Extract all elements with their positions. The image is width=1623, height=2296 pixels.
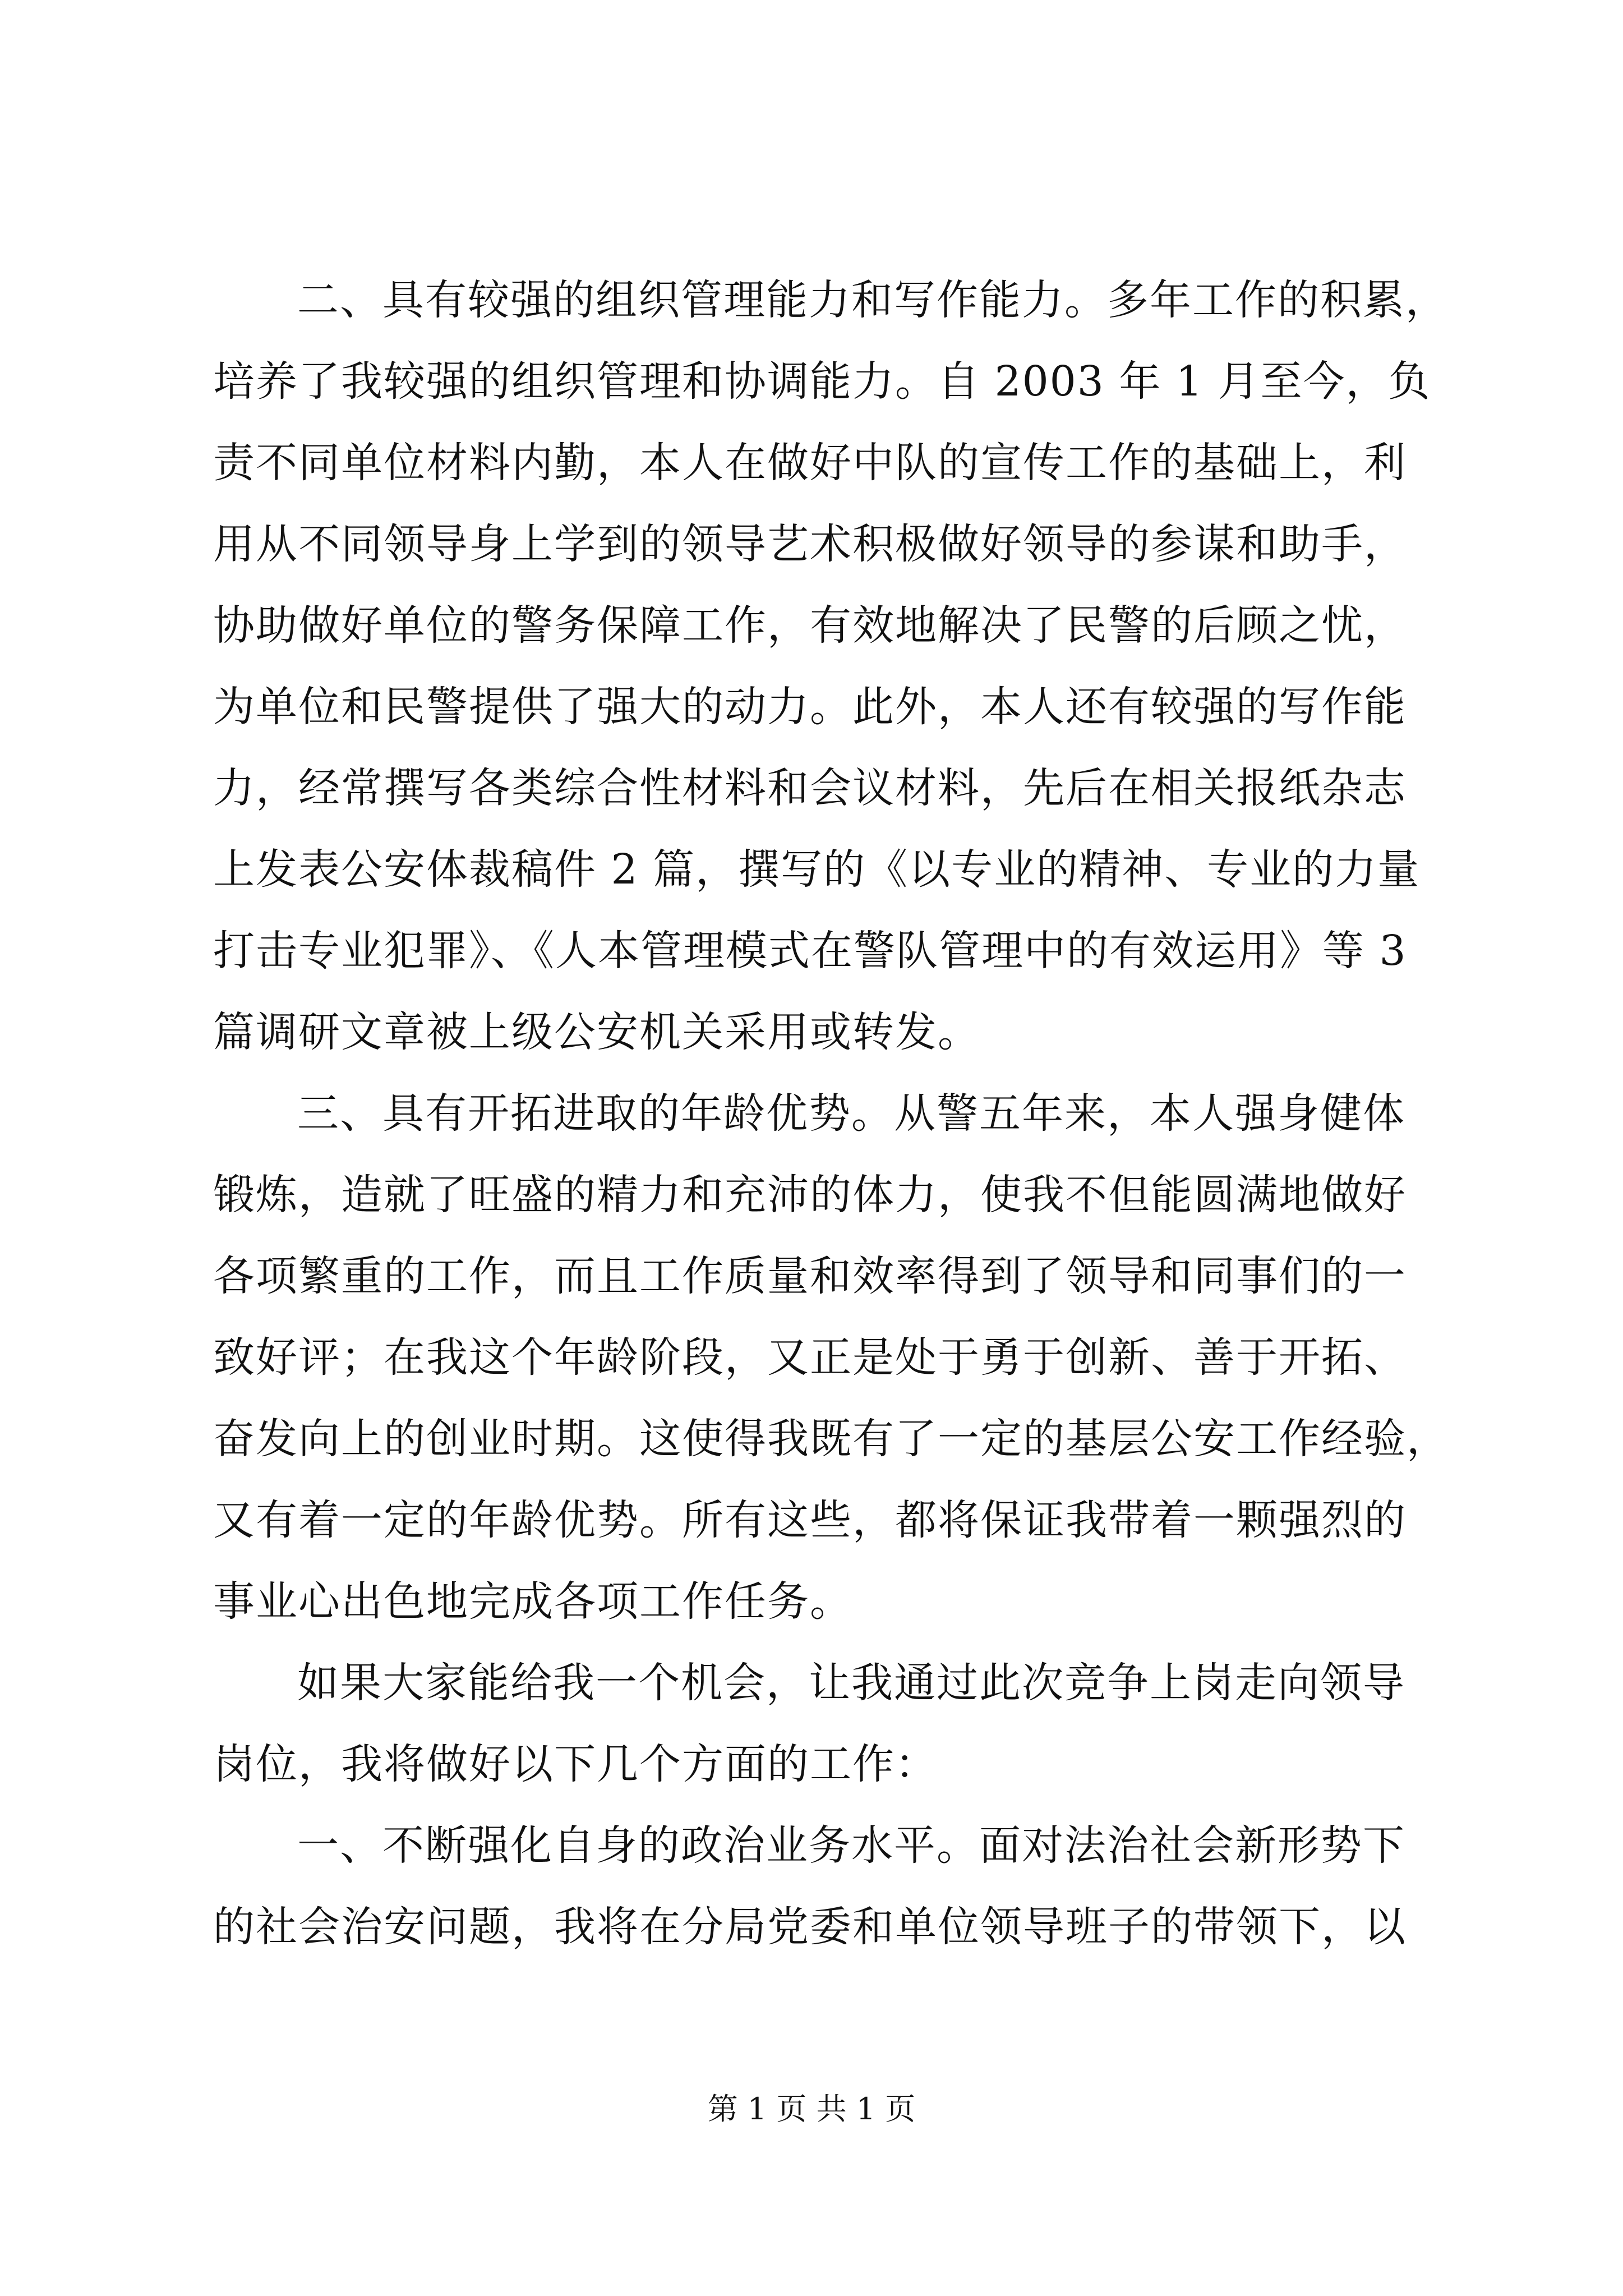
paragraph-1-line-6: 为单位和民警提供了强大的动力。此外，本人还有较强的写作能: [213, 683, 1407, 731]
paragraph-2-line-3: 各项繁重的工作，而且工作质量和效率得到了领导和同事们的一: [213, 1252, 1407, 1300]
paragraph-4-line-2: 的社会治安问题，我将在分局党委和单位领导班子的带领下，以: [213, 1903, 1407, 1951]
paragraph-2-line-5: 奋发向上的创业时期。这使得我既有了一定的基层公安工作经验，: [213, 1415, 1449, 1463]
paragraph-2-line-6: 又有着一定的年龄优势。所有这些，都将保证我带着一颗强烈的: [213, 1496, 1407, 1544]
paragraph-4-line-1: 一、不断强化自身的政治业务水平。面对法治社会新形势下: [297, 1821, 1405, 1870]
paragraph-3-line-2: 岗位，我将做好以下几个方面的工作：: [213, 1740, 938, 1788]
paragraph-2-line-7: 事业心出色地完成各项工作任务。: [213, 1577, 852, 1626]
paragraph-1-line-1: 二、具有较强的组织管理能力和写作能力。多年工作的积累，: [297, 276, 1448, 324]
paragraph-1-line-8: 上发表公安体裁稿件 2 篇，撰写的《以专业的精神、专业的力量: [213, 845, 1421, 894]
paragraph-2-line-1: 三、具有开拓进取的年龄优势。从警五年来，本人强身健体: [297, 1089, 1405, 1138]
paragraph-1-line-5: 协助做好单位的警务保障工作，有效地解决了民警的后顾之忧，: [213, 601, 1407, 650]
paragraph-2-line-2: 锻炼，造就了旺盛的精力和充沛的体力，使我不但能圆满地做好: [213, 1171, 1407, 1219]
paragraph-1-line-4: 用从不同领导身上学到的领导艺术积极做好领导的参谋和助手，: [213, 520, 1407, 568]
paragraph-1-line-2: 培养了我较强的组织管理和协调能力。自 2003 年 1 月至今，负: [213, 357, 1431, 406]
paragraph-3-line-1: 如果大家能给我一个机会，让我通过此次竞争上岗走向领导: [297, 1659, 1405, 1707]
page-footer: 第 1 页 共 1 页: [707, 2091, 916, 2127]
paragraph-1-line-3: 责不同单位材料内勤，本人在做好中队的宣传工作的基础上，利: [213, 439, 1407, 487]
paragraph-1-line-9: 打击专业犯罪》、《人本管理模式在警队管理中的有效运用》等 3: [213, 927, 1407, 975]
paragraph-2-line-4: 致好评；在我这个年龄阶段，又正是处于勇于创新、善于开拓、: [213, 1333, 1407, 1382]
paragraph-1-line-10: 篇调研文章被上级公安机关采用或转发。: [213, 1008, 980, 1056]
paragraph-1-line-7: 力，经常撰写各类综合性材料和会议材料，先后在相关报纸杂志: [213, 764, 1407, 812]
